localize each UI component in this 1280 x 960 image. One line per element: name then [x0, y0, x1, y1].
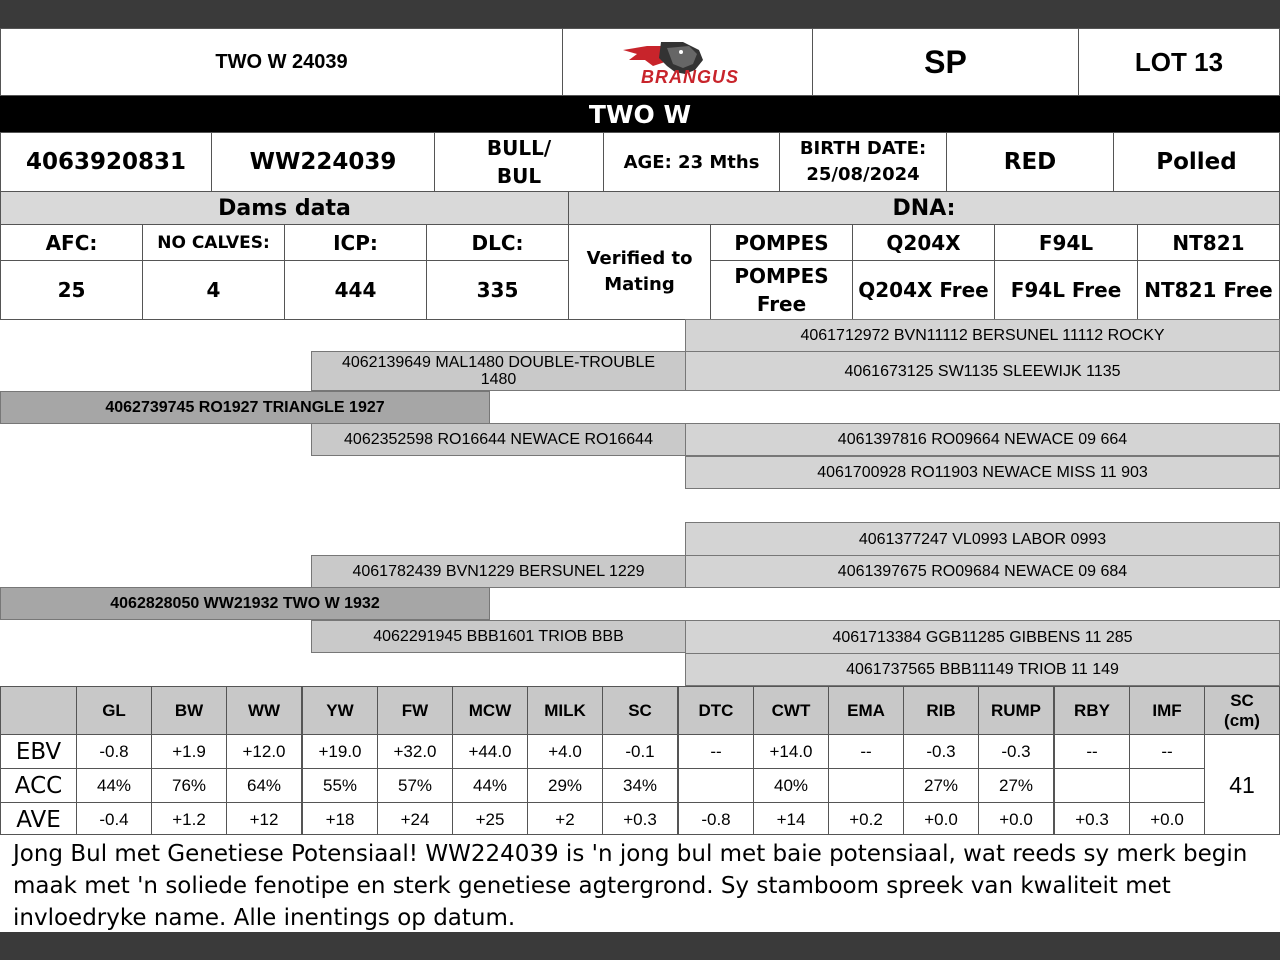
ebv-acc-rump: 27% — [978, 768, 1054, 803]
dams-data-title: Dams data — [0, 191, 569, 225]
pedigree-sire: 4062739745 RO1927 TRIANGLE 1927 — [0, 391, 490, 424]
ebv-col-bw: BW — [151, 686, 227, 735]
sex — [434, 132, 604, 192]
ebv-acc-mcw: 44% — [452, 768, 528, 803]
dna-test-nt821: NT821 — [1137, 224, 1280, 261]
dna-result-nt821: NT821 Free — [1137, 260, 1280, 320]
ebv-col-sc: SC — [602, 686, 678, 735]
ebv-acc-ema — [828, 768, 904, 803]
ebv-col-milk: MILK — [527, 686, 603, 735]
ebv-acc-gl: 44% — [76, 768, 152, 803]
ebv-ebv-rib: -0.3 — [903, 734, 979, 769]
pedigree-dam-sire: 4061782439 BVN1229 BERSUNEL 1229 — [311, 555, 686, 588]
ebv-sc-header-line2: (cm) — [1224, 710, 1260, 730]
pedigree-ddd: 4061737565 BBB11149 TRIOB 11 149 — [685, 653, 1280, 686]
colour: RED — [946, 132, 1114, 192]
dna-test-q204x: Q204X — [852, 224, 995, 261]
dna-verified-line1: Verified to — [586, 248, 693, 269]
ebv-acc-ww: 64% — [226, 768, 302, 803]
breeder-banner: TWO W — [0, 96, 1280, 132]
ebv-acc-fw: 57% — [377, 768, 453, 803]
birth-date-label: BIRTH DATE: — [799, 138, 927, 159]
ebv-ebv-cwt: +14.0 — [753, 734, 829, 769]
ebv-ave-ema: +0.2 — [828, 802, 904, 837]
pedigree-dam-dam: 4062291945 BBB1601 TRIOB BBB — [311, 620, 686, 653]
pedigree-dds: 4061713384 GGB11285 GIBBENS 11 285 — [685, 620, 1280, 654]
ebv-sc-value: 41 — [1204, 734, 1280, 837]
horn-status: Polled — [1113, 132, 1280, 192]
lot-number: LOT 13 — [1078, 28, 1280, 96]
ebv-ebv-dtc: -- — [678, 734, 754, 769]
pedigree-dam: 4062828050 WW21932 TWO W 1932 — [0, 587, 490, 620]
ebv-ave-sc: +0.3 — [602, 802, 678, 837]
birth-date — [779, 132, 947, 192]
ebv-col-mcw: MCW — [452, 686, 528, 735]
ebv-acc-cwt: 40% — [753, 768, 829, 803]
ebv-ave-gl: -0.4 — [76, 802, 152, 837]
ebv-ave-dtc: -0.8 — [678, 802, 754, 837]
ebv-ebv-rby: -- — [1054, 734, 1130, 769]
ebv-acc-bw: 76% — [151, 768, 227, 803]
animal-name: TWO W 24039 — [0, 28, 563, 96]
pedigree-sire-dam: 4062352598 RO16644 NEWACE RO16644 — [311, 423, 686, 456]
ebv-ave-imf: +0.0 — [1129, 802, 1205, 837]
ebv-col-rib: RIB — [903, 686, 979, 735]
ebv-table — [0, 686, 1280, 834]
ebv-ebv-imf: -- — [1129, 734, 1205, 769]
ebv-ave-bw: +1.2 — [151, 802, 227, 837]
ebv-acc-milk: 29% — [527, 768, 603, 803]
ebv-ebv-ema: -- — [828, 734, 904, 769]
ebv-row-label-ave: AVE — [0, 802, 77, 837]
ebv-acc-rby — [1054, 768, 1130, 803]
ebv-ave-ww: +12 — [226, 802, 302, 837]
ebv-col-imf: IMF — [1129, 686, 1205, 735]
description: Jong Bul met Genetiese Potensiaal! WW224039 is 'n jong bul met baie potensiaal, wat reeds sy merk begin maak met 'n soliede fenotipe en sterk genetiese agtergrond. Sy stamboom spreek van kwaliteit met invloedryke name. Alle inentings op datum. — [0, 834, 1280, 932]
logo-text: BRANGUS — [641, 67, 740, 87]
birth-date-value: 25/08/2024 — [806, 164, 920, 185]
dams-icp-label: ICP: — [284, 224, 427, 261]
dams-calves-value: 4 — [142, 260, 285, 320]
brangus-logo — [562, 28, 813, 96]
ebv-ave-cwt: +14 — [753, 802, 829, 837]
dna-title: DNA: — [568, 191, 1280, 225]
ebv-col-rump: RUMP — [978, 686, 1054, 735]
pedigree-sire-sire-line1: 4062139649 MAL1480 DOUBLE-TROUBLE — [341, 354, 656, 371]
sex-line1: BULL/ — [486, 136, 552, 160]
dams-afc-label: AFC: — [0, 224, 143, 261]
ebv-ebv-milk: +4.0 — [527, 734, 603, 769]
ebv-col-ema: EMA — [828, 686, 904, 735]
ebv-col-fw: FW — [377, 686, 453, 735]
dams-dlc-value: 335 — [426, 260, 569, 320]
dna-result-pompes-line2: Free — [756, 292, 807, 316]
dams-afc-value: 25 — [0, 260, 143, 320]
pedigree-sss: 4061712972 BVN11112 BERSUNEL 11112 ROCKY — [685, 319, 1280, 352]
ebv-ebv-bw: +1.9 — [151, 734, 227, 769]
ebv-sc-header-line1: SC — [1230, 690, 1254, 710]
ebv-ave-mcw: +25 — [452, 802, 528, 837]
dna-result-pompes-line1: POMPES — [734, 264, 829, 288]
id-number: 4063920831 — [0, 132, 212, 192]
ebv-ave-milk: +2 — [527, 802, 603, 837]
pedigree-dsd: 4061397675 RO09684 NEWACE 09 684 — [685, 555, 1280, 588]
pedigree-sire-sire-line2: 1480 — [480, 371, 517, 388]
ebv-col-sc-cm — [1204, 686, 1280, 735]
dna-result-pompes — [710, 260, 853, 320]
age: AGE: 23 Mths — [603, 132, 780, 192]
ebv-col-ww: WW — [226, 686, 302, 735]
ebv-ebv-mcw: +44.0 — [452, 734, 528, 769]
dna-result-f94l: F94L Free — [994, 260, 1138, 320]
ebv-ave-rump: +0.0 — [978, 802, 1054, 837]
ebv-acc-dtc — [678, 768, 754, 803]
grade: SP — [812, 28, 1079, 96]
ebv-col-dtc: DTC — [678, 686, 754, 735]
ebv-ebv-fw: +32.0 — [377, 734, 453, 769]
ebv-ave-fw: +24 — [377, 802, 453, 837]
ebv-acc-sc: 34% — [602, 768, 678, 803]
dna-verified — [568, 224, 711, 320]
ebv-acc-rib: 27% — [903, 768, 979, 803]
ebv-ebv-yw: +19.0 — [302, 734, 378, 769]
ebv-corner — [0, 686, 77, 735]
registration-number: WW224039 — [211, 132, 435, 192]
ebv-acc-yw: 55% — [302, 768, 378, 803]
pedigree-ssd: 4061673125 SW1135 SLEEWIJK 1135 — [685, 351, 1280, 391]
ebv-ave-rby: +0.3 — [1054, 802, 1130, 837]
ebv-row-label-ebv: EBV — [0, 734, 77, 769]
ebv-ebv-gl: -0.8 — [76, 734, 152, 769]
ebv-acc-imf — [1129, 768, 1205, 803]
dna-verified-line2: Mating — [604, 274, 675, 295]
pedigree-dss: 4061377247 VL0993 LABOR 0993 — [685, 522, 1280, 556]
dna-result-q204x: Q204X Free — [852, 260, 995, 320]
pedigree-sire-sire — [311, 351, 686, 391]
pedigree-sdd: 4061700928 RO11903 NEWACE MISS 11 903 — [685, 456, 1280, 489]
dna-test-pompes: POMPES — [710, 224, 853, 261]
ebv-col-rby: RBY — [1054, 686, 1130, 735]
dna-test-f94l: F94L — [994, 224, 1138, 261]
ebv-row-label-acc: ACC — [0, 768, 77, 803]
ebv-col-cwt: CWT — [753, 686, 829, 735]
ebv-ave-rib: +0.0 — [903, 802, 979, 837]
ebv-col-yw: YW — [302, 686, 378, 735]
ebv-ebv-ww: +12.0 — [226, 734, 302, 769]
sex-line2: BUL — [496, 164, 542, 188]
dams-icp-value: 444 — [284, 260, 427, 320]
dams-calves-label: NO CALVES: — [142, 224, 285, 261]
ebv-ave-yw: +18 — [302, 802, 378, 837]
ebv-ebv-sc: -0.1 — [602, 734, 678, 769]
dams-dlc-label: DLC: — [426, 224, 569, 261]
ebv-col-gl: GL — [76, 686, 152, 735]
pedigree-sds: 4061397816 RO09664 NEWACE 09 664 — [685, 423, 1280, 456]
ebv-ebv-rump: -0.3 — [978, 734, 1054, 769]
